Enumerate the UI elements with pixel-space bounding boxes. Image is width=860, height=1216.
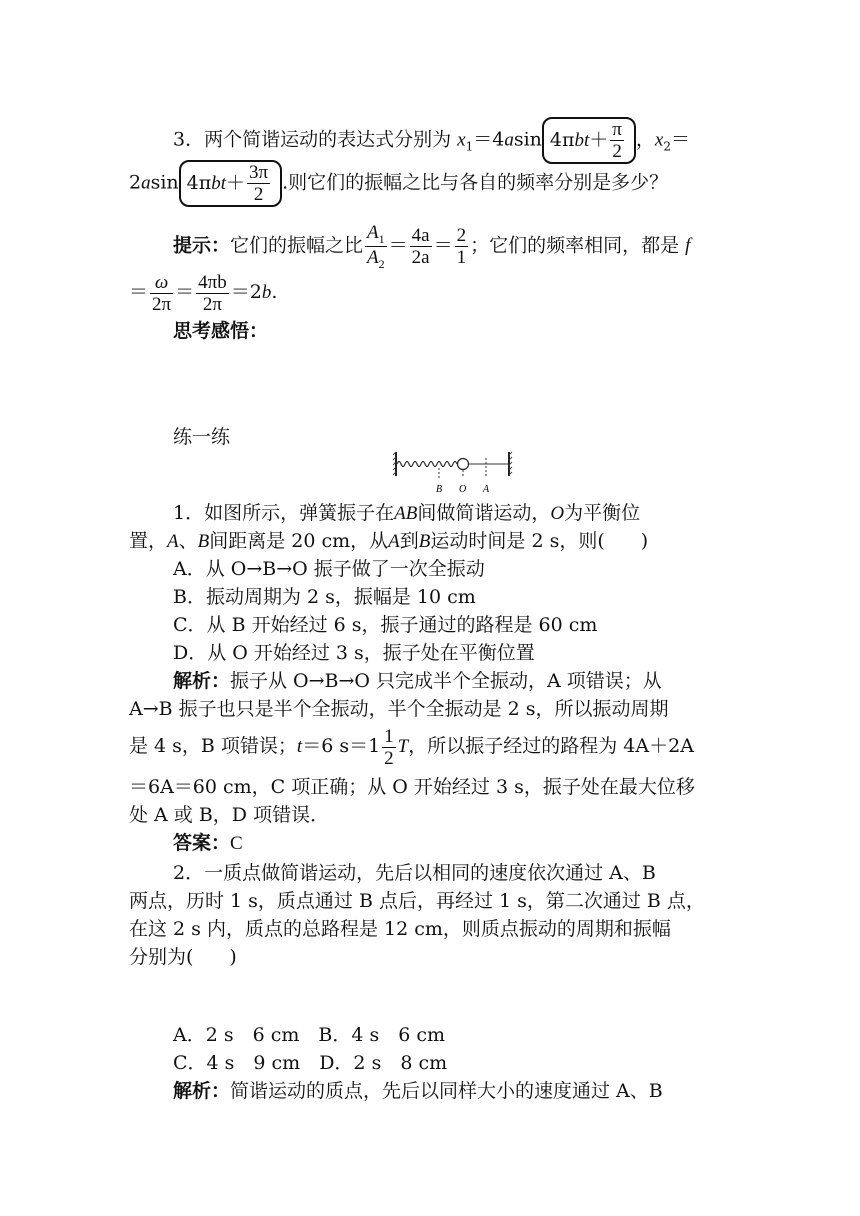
reflection-heading: 思考感悟： <box>173 320 269 342</box>
phase-bracket-2: 4πbt＋ $\frac{3\pi}{2}$ <box>179 160 282 207</box>
p2-line-2: 两点，历时 1 s，质点通过 B 点后，再经过 1 s，第二次通过 B 点， <box>129 890 705 912</box>
hint-line-2: ＝ $\frac{\omega}{2\pi}$ ＝ $\frac{4\pi b}{2\pi}$ ＝2b. <box>129 271 278 315</box>
p1-solution-line-3: 是 4 s，B 项错误；t＝6 s＝1 $\frac{1}{2}$ T，所以振子经过的路程为 4A＋2A <box>129 725 694 769</box>
p1-option-a: A．从 O→B→O 振子做了一次全振动 <box>173 558 485 580</box>
pi-over-2: $\frac{\pi}{2}$ <box>612 119 622 162</box>
p1-solution-line-2: A→B 振子也只是半个全振动，半个全振动是 2 s，所以振动周期 <box>129 698 669 720</box>
p1-solution-line-5: 处 A 或 B，D 项错误． <box>129 804 330 826</box>
p2-line-1: 2．一质点做简谐运动，先后以相同的速度依次通过 A、B <box>173 862 656 884</box>
hint-line-1: 提示：它们的振幅之比 $\frac{A_1}{A_2}$ ＝ $\frac{4a}{2a}$ ＝ $\frac{2}{1}$ ；它们的频率相同，都是 f <box>173 222 691 271</box>
three-pi-over-2: $\frac{3\pi}{2}$ <box>249 162 269 205</box>
q3-line-1: 3．两个简谐运动的表达式分别为 $x_1=4asin$ 4πbt＋ $\frac{\pi}{2}$ ，$x_2=$ <box>173 119 690 162</box>
phase-bracket-1: 4πbt＋ $\frac{\pi}{2}$ <box>542 117 636 164</box>
p1-line-2: 置，A、B间距离是 20 cm，从A到B运动时间是 2 s，则( ) <box>129 530 649 552</box>
p2-options-ab: A．2 s 6 cm B．4 s 6 cm <box>173 1024 446 1046</box>
oscillator-ball <box>458 459 469 470</box>
p1-solution-line-1: 解析：振子从 O→B→O 只完成半个全振动，A 项错误；从 <box>173 670 662 692</box>
p2-line-3: 在这 2 s 内，质点的总路程是 12 cm，则质点振动的周期和振幅 <box>129 918 671 940</box>
p1-line-1: 1．如图所示，弹簧振子在AB间做简谐运动，O为平衡位 <box>173 502 641 524</box>
p1-option-c: C．从 B 开始经过 6 s，振子通过的路程是 60 cm <box>173 614 598 636</box>
q3-line-2: 2asin 4πbt＋ $\frac{3\pi}{2}$ .则它们的振幅之比与各自的频率分别是多少？ <box>129 162 669 205</box>
label-O: O <box>459 484 467 495</box>
label-A: A <box>483 484 490 495</box>
p2-line-4: 分别为( ) <box>129 946 237 968</box>
amplitude-ratio: $\frac{A_1}{A_2}$ <box>367 222 385 271</box>
p1-answer: 答案：C <box>173 832 243 854</box>
spring-oscillator-figure <box>393 450 515 498</box>
spring <box>397 462 457 467</box>
one-half: $\frac{1}{2}$ <box>384 725 394 769</box>
label-B: B <box>436 484 443 495</box>
x1-var: x <box>457 129 466 151</box>
p1-option-d: D．从 O 开始经过 3 s，振子处在平衡位置 <box>173 642 535 664</box>
p2-options-cd: C．4 s 9 cm D．2 s 8 cm <box>173 1052 448 1074</box>
p1-solution-line-4: ＝6A＝60 cm，C 项正确；从 O 开始经过 3 s，振子处在最大位移 <box>129 776 695 798</box>
practice-title: 练一练 <box>173 426 231 448</box>
p2-solution-line-1: 解析：简谐运动的质点，先后以同样大小的速度通过 A、B <box>173 1080 663 1102</box>
p1-option-b: B．振动周期为 2 s，振幅是 10 cm <box>173 586 476 608</box>
hint-label: 提示： <box>173 234 231 257</box>
